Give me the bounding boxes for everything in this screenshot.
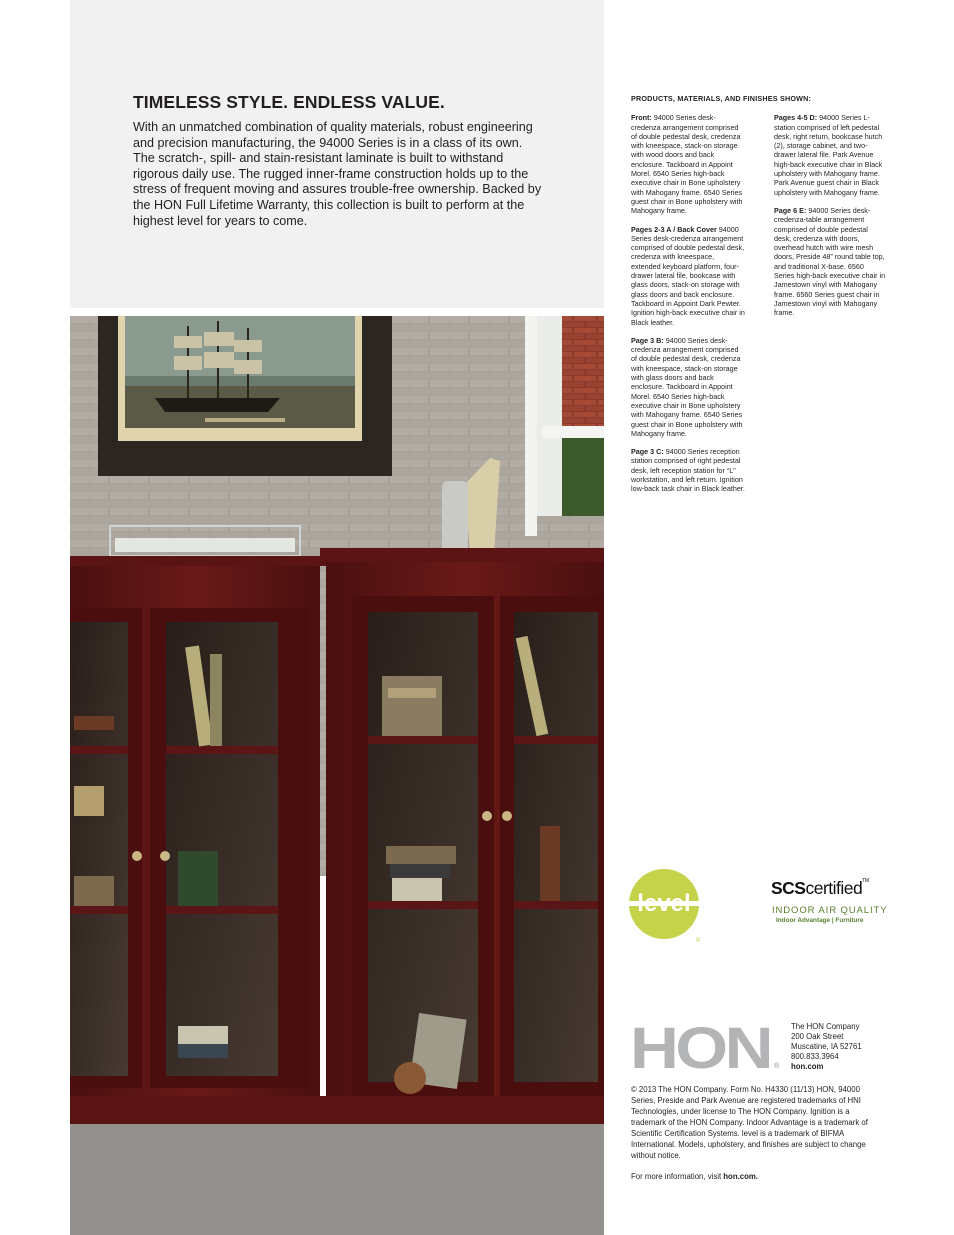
- credit-label: Pages 2-3 A / Back Cover: [631, 224, 717, 234]
- more-info-link[interactable]: hon.com.: [723, 1172, 758, 1181]
- hon-logo-icon: [630, 1024, 780, 1070]
- level-registered-mark: ®: [695, 938, 701, 944]
- more-info-prefix: For more information, visit: [631, 1172, 724, 1181]
- credit-label: Front:: [631, 113, 652, 123]
- products-shown-section: [631, 94, 886, 503]
- level-logo-icon: [627, 868, 703, 944]
- product-photo: [70, 316, 604, 1235]
- credit-label: Page 3 B:: [631, 335, 664, 345]
- credit-text: 94000 Series reception station comprised of right pedestal desk, left reception station for “L” workstation, and left return. Ignition low-back task chair in Black leather.: [631, 447, 745, 494]
- credit-label: Page 6 E:: [774, 205, 807, 215]
- scs-certified-logo: [771, 878, 891, 930]
- credit-text: 94000 Series desk-credenza-table arrangement comprised of double pedestal desk, credenza with doors, overhead hutch with wire mesh doors, Preside 48” round table top, and traditional X-base. 6560 Series high-back executive chair in Jamestown vinyl with Mahogany frame. 6560 Series guest chair in Jamestown vinyl with Mahogany frame.: [774, 205, 886, 318]
- credit-item: [631, 225, 745, 327]
- credit-label: Page 3 C:: [631, 447, 664, 457]
- credit-text: 94000 Series desk-credenza arrangement comprised of double pedestal desk, credenza with kneespace, stack-on storage with glass doors and back enclosure. Tackboard in Appoint Morel. 6540 Series high-back executive chair in Bone upholstery with Mahogany frame. 6540 Series guest chair in Bone upholstery with Mahogany frame.: [631, 335, 743, 438]
- credit-item: [631, 113, 745, 215]
- hon-logo-text: HON: [630, 1024, 770, 1070]
- hon-logo: [630, 1024, 780, 1070]
- company-name: The HON Company: [791, 1022, 860, 1031]
- products-shown-title: PRODUCTS, MATERIALS, AND FINISHES SHOWN:: [631, 94, 812, 103]
- hon-registered-mark: ®: [774, 1063, 780, 1070]
- company-city: Muscatine, IA 52761: [791, 1041, 862, 1051]
- company-street: 200 Oak Street: [791, 1031, 844, 1041]
- intro-paragraph: With an unmatched combination of quality materials, robust engineering and precision manufacturing, the 94000 Series is in a class of its own. The scratch-, spill- and stain-resistant laminate is built to withstand rigorous daily use. The rugged inner-frame construction holds up to the stress of frequent moving and assures trouble-free ownership. Backed by the HON Full Lifetime Warranty, this collection is built to perform at the highest level for years to come.: [133, 120, 542, 228]
- credit-column-right: [774, 113, 886, 502]
- bookcase-illustration: [70, 316, 604, 1235]
- legal-notice: © 2013 The HON Company. Form No. H4330 (11/13) HON, 94000 Series, Preside and Park Avenue are registered trademarks of HNI Technologies, under license to The HON Company. Ignition is a trademark of the HON Company. Indoor Advantage is a trademark of Scientific Certification Systems. level is a trademark of BIFMA International. Models, upholstery, and finishes are subject to change without notice.: [631, 1085, 868, 1160]
- credit-text: 94000 Series L-station comprised of left pedestal desk, right return, bookcase hutch (2), storage cabinet, and two-drawer lateral file. Park Avenue high-back executive chair in Black upholstery with Mahogany frame. Park Avenue guest chair in Black upholstery with Mahogany frame.: [774, 113, 883, 197]
- credit-columns: [631, 113, 886, 502]
- credit-column-left: [631, 113, 745, 502]
- company-phone: 800.833.3964: [791, 1051, 839, 1061]
- scs-indoor-advantage: Indoor Advantage | Furniture: [776, 917, 864, 924]
- credit-item: [774, 113, 886, 197]
- scs-trademark: TM: [862, 878, 869, 884]
- credit-label: Pages 4-5 D:: [774, 113, 818, 123]
- credit-item: [631, 336, 745, 438]
- credit-item: [631, 447, 745, 493]
- page-title: TIMELESS STYLE. ENDLESS VALUE.: [133, 92, 445, 112]
- scs-wordmark: [771, 878, 869, 899]
- credit-text: 94000 Series desk-credenza arrangement comprised of double pedestal desk, credenza with kneespace, extended keyboard platform, four-drawer lateral file, bookcase with glass doors, stack-on storage with glass doors and back enclosure. Tackboard in Appoint Dark Pewter. Ignition high-back executive chair in Black leather.: [631, 224, 745, 327]
- scs-indoor-air-quality: INDOOR AIR QUALITY: [772, 905, 888, 916]
- level-certification-logo: [627, 868, 703, 944]
- credit-text: 94000 Series desk-credenza arrangement comprised of double pedestal desk, credenza with kneespace, stack-on storage with wood doors and back enclosure. Tackboard in Appoint Morel. 6540 Series high-back executive chair in Bone upholstery with Mahogany frame. 6540 Series guest chair in Bone upholstery with Mahogany frame.: [631, 113, 743, 216]
- level-logo-text: level: [637, 890, 691, 917]
- scs-suffix: certified: [805, 878, 863, 898]
- credit-item: [774, 206, 886, 318]
- scs-prefix: SCS: [771, 878, 806, 898]
- company-website-link[interactable]: hon.com: [791, 1061, 824, 1071]
- more-info-line: [631, 1172, 758, 1181]
- company-address: [791, 1022, 862, 1072]
- intro-panel: [70, 0, 604, 308]
